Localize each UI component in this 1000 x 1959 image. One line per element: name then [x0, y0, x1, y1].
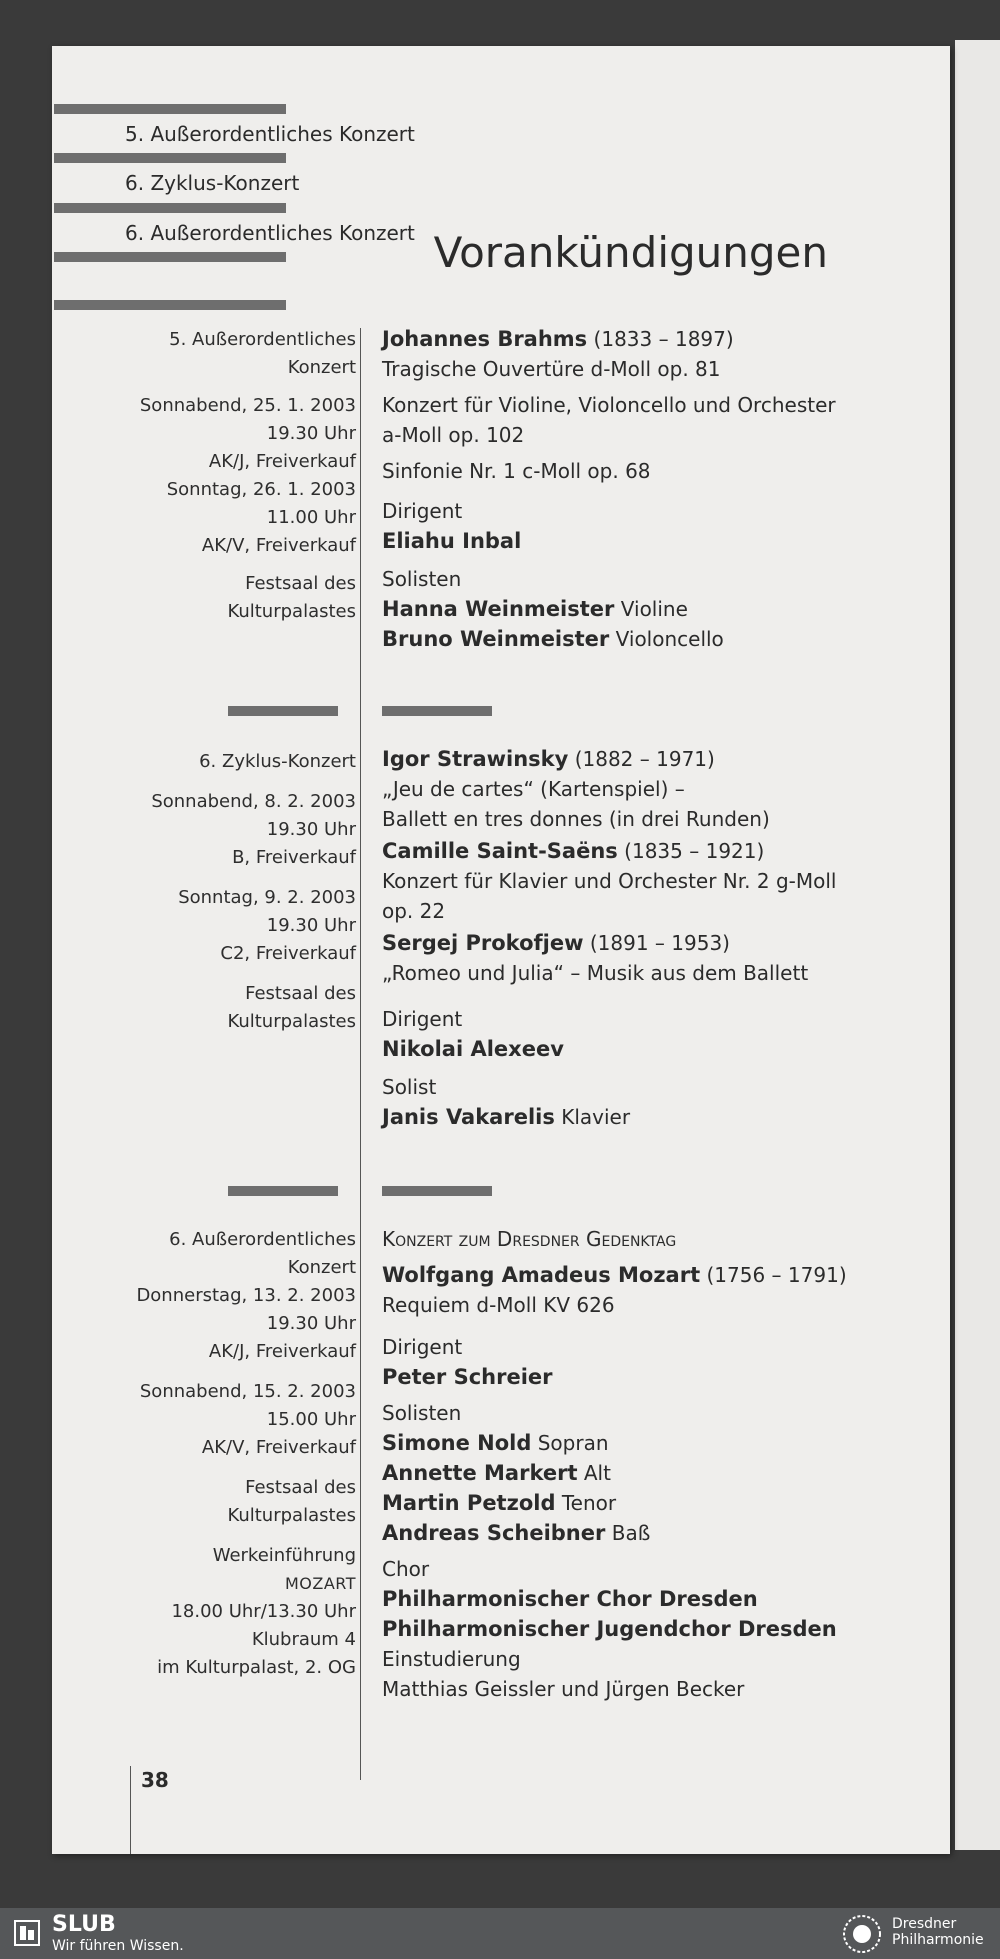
concert2-work1-line1: „Jeu de cartes“ (Kartenspiel) – — [382, 777, 685, 801]
concert1-soloists-label: Solisten — [382, 567, 462, 591]
section-divider — [228, 706, 338, 716]
concert3-soloist2-name: Annette Markert — [382, 1461, 578, 1485]
concert2-time1: 19.30 Uhr — [266, 819, 356, 840]
concert1-work2-line1: Konzert für Violine, Violoncello und Orchester — [382, 393, 836, 417]
concert3-conductor: Peter Schreier — [382, 1365, 553, 1389]
concert2-work3: „Romeo und Julia“ – Musik aus dem Ballett — [382, 961, 809, 985]
document-page — [52, 46, 950, 1854]
slub-name: SLUB — [52, 1912, 116, 1937]
concert1-conductor-label: Dirigent — [382, 499, 463, 523]
concert2-composer1-years: (1882 – 1971) — [574, 747, 715, 771]
header-bar — [54, 153, 286, 163]
concert3-soloist4-voice: Baß — [611, 1521, 651, 1545]
concert1-venue1: Festsaal des — [245, 573, 356, 594]
concert1-info — [140, 326, 356, 626]
concert2-conductor: Nikolai Alexeev — [382, 1037, 564, 1061]
partner-name — [892, 1916, 984, 1948]
concert2-time2: 19.30 Uhr — [266, 915, 356, 936]
concert1-composer: Johannes Brahms — [382, 327, 588, 351]
concert2-tickets1: B, Freiverkauf — [232, 847, 356, 868]
concert3-intro4: Klubraum 4 — [251, 1629, 356, 1650]
column-divider — [360, 328, 361, 1780]
concert2-composer1: Igor Strawinsky — [382, 747, 569, 771]
header-bar — [54, 104, 286, 114]
concert1-type: 5. Außerordentliches — [169, 329, 356, 350]
concert1-program — [382, 324, 836, 654]
concert2-soloist-label: Solist — [382, 1075, 437, 1099]
concert3-type: 6. Außerordentliches — [169, 1229, 356, 1250]
concert2-composer3: Sergej Prokofjew — [382, 931, 584, 955]
concert1-soloist1-name: Hanna Weinmeister — [382, 597, 615, 621]
concert3-soloist1-voice: Sopran — [537, 1431, 609, 1455]
concert2-venue1: Festsaal des — [245, 983, 356, 1004]
concert3-venue2: Kulturpalastes — [227, 1505, 356, 1526]
concert1-type-2: Konzert — [287, 357, 356, 378]
concert3-soloist1-name: Simone Nold — [382, 1431, 532, 1455]
header-item-1: 5. Außerordentliches Konzert — [125, 122, 415, 146]
concert1-tickets2: AK/V, Freiverkauf — [201, 535, 356, 556]
concert1-work1: Tragische Ouvertüre d-Moll op. 81 — [382, 357, 721, 381]
concert3-composer: Wolfgang Amadeus Mozart — [382, 1263, 701, 1287]
header-bar — [54, 252, 286, 262]
concert3-intro3: 18.00 Uhr/13.30 Uhr — [171, 1601, 356, 1622]
concert3-intro1: Werkeinführung — [212, 1545, 356, 1566]
concert2-program — [382, 744, 836, 1132]
concert2-work1-line2: Ballett en tres donnes (in drei Runden) — [382, 807, 770, 831]
adjacent-page-edge — [955, 40, 1000, 1850]
concert3-venue1: Festsaal des — [245, 1477, 356, 1498]
concert2-date1: Sonnabend, 8. 2. 2003 — [151, 791, 356, 812]
concert1-date1: Sonnabend, 25. 1. 2003 — [139, 395, 356, 416]
concert2-tickets2: C2, Freiverkauf — [220, 943, 356, 964]
concert3-composer-years: (1756 – 1791) — [706, 1263, 847, 1287]
slub-tagline: Wir führen Wissen. — [52, 1938, 184, 1954]
concert3-choir-label: Chor — [382, 1557, 430, 1581]
concert3-rehearsal: Matthias Geissler und Jürgen Becker — [382, 1677, 745, 1701]
concert3-choir1: Philharmonischer Chor Dresden — [382, 1587, 758, 1611]
footer-bar — [0, 1908, 1000, 1959]
slub-logo-icon — [14, 1920, 40, 1946]
concert3-soloists-label: Solisten — [382, 1401, 462, 1425]
concert2-composer2-years: (1835 – 1921) — [624, 839, 765, 863]
concert2-soloist-instr: Klavier — [561, 1105, 631, 1129]
section-divider — [228, 1186, 338, 1196]
concert3-intro2: MOZART — [284, 1574, 356, 1593]
concert1-venue2: Kulturpalastes — [227, 601, 356, 622]
partner-name-line2: Philharmonie — [892, 1932, 984, 1948]
concert2-type: 6. Zyklus-Konzert — [199, 751, 356, 772]
concert3-tickets1: AK/J, Freiverkauf — [208, 1341, 356, 1362]
concert2-composer3-years: (1891 – 1953) — [589, 931, 730, 955]
concert3-rehearsal-label: Einstudierung — [382, 1647, 521, 1671]
concert3-date1: Donnerstag, 13. 2. 2003 — [136, 1285, 356, 1306]
concert1-conductor: Eliahu Inbal — [382, 529, 522, 553]
concert3-time1: 19.30 Uhr — [266, 1313, 356, 1334]
concert3-type-2: Konzert — [287, 1257, 356, 1278]
concert3-soloist2-voice: Alt — [583, 1461, 611, 1485]
concert2-conductor-label: Dirigent — [382, 1007, 463, 1031]
concert2-info — [151, 748, 356, 1036]
section-divider — [382, 1186, 492, 1196]
concert3-soloist3-name: Martin Petzold — [382, 1491, 556, 1515]
header-bar — [54, 300, 286, 310]
concert3-date2: Sonnabend, 15. 2. 2003 — [139, 1381, 356, 1402]
concert3-soloist4-name: Andreas Scheibner — [382, 1521, 606, 1545]
concert3-soloist3-voice: Tenor — [561, 1491, 617, 1515]
concert2-venue2: Kulturpalastes — [227, 1011, 356, 1032]
concert3-time2: 15.00 Uhr — [266, 1409, 356, 1430]
concert3-info — [136, 1226, 356, 1682]
concert1-composer-years: (1833 – 1897) — [593, 327, 734, 351]
partner-name-line1: Dresdner — [892, 1916, 957, 1932]
page-number-rule — [130, 1766, 131, 1854]
concert1-time2: 11.00 Uhr — [266, 507, 356, 528]
concert1-date2: Sonntag, 26. 1. 2003 — [166, 479, 356, 500]
concert1-work2-line2: a-Moll op. 102 — [382, 423, 525, 447]
concert1-work3: Sinfonie Nr. 1 c-Moll op. 68 — [382, 459, 651, 483]
concert3-intro5: im Kulturpalast, 2. OG — [157, 1657, 356, 1678]
page-number: 38 — [141, 1768, 169, 1792]
concert2-date2: Sonntag, 9. 2. 2003 — [178, 887, 356, 908]
header-item-3: 6. Außerordentliches Konzert — [125, 221, 415, 245]
concert3-work: Requiem d-Moll KV 626 — [382, 1293, 615, 1317]
dresdner-philharmonie-logo-icon — [842, 1914, 882, 1954]
header-bar — [54, 203, 286, 213]
concert3-tickets2: AK/V, Freiverkauf — [201, 1437, 356, 1458]
concert1-time1: 19.30 Uhr — [266, 423, 356, 444]
concert1-tickets1: AK/J, Freiverkauf — [208, 451, 356, 472]
concert1-soloist2-instr: Violoncello — [615, 627, 724, 651]
concert2-work2-line1: Konzert für Klavier und Orchester Nr. 2 g-Moll — [382, 869, 837, 893]
concert2-composer2: Camille Saint-Saëns — [382, 839, 618, 863]
concert3-heading: Konzert zum Dresdner Gedenktag — [382, 1227, 677, 1251]
section-divider — [382, 706, 492, 716]
concert1-soloist1-instr: Violine — [620, 597, 688, 621]
header-item-2: 6. Zyklus-Konzert — [125, 171, 300, 195]
page-title: Vorankündigungen — [433, 228, 828, 277]
concert1-soloist2-name: Bruno Weinmeister — [382, 627, 610, 651]
concert2-work2-line2: op. 22 — [382, 899, 446, 923]
concert2-soloist-name: Janis Vakarelis — [382, 1105, 555, 1129]
concert3-conductor-label: Dirigent — [382, 1335, 463, 1359]
concert3-program — [382, 1224, 847, 1704]
concert3-choir2: Philharmonischer Jugendchor Dresden — [382, 1617, 837, 1641]
